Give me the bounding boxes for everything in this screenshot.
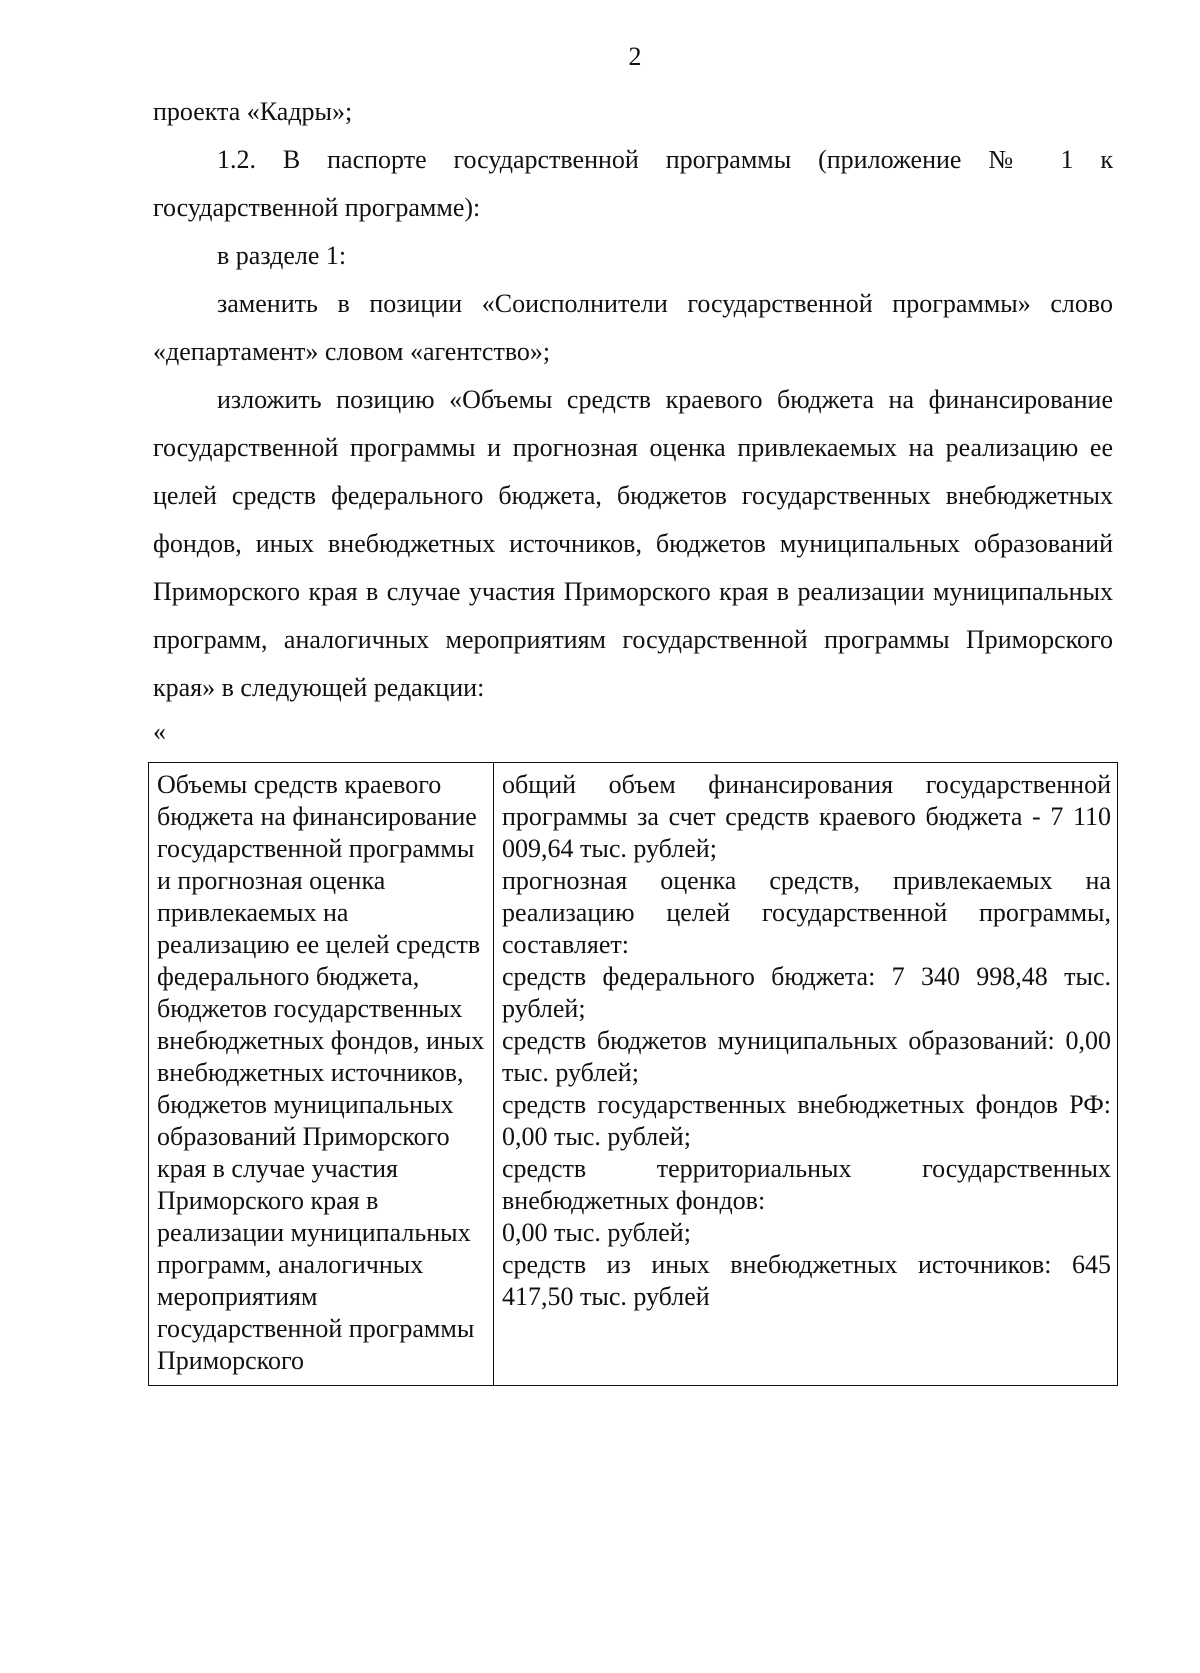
paragraph-state-position: изложить позицию «Объемы средств краевого бюджета на финансирование государственной программы и прогнозная оценка привлекаемых на реализацию ее целей средств федерального бюджета, бюджетов государственных внебюджетных фондов, иных внебюджетных источников, бюджетов муниципальных образований Приморского края в случае участия Приморского края в реализации муниципальных программ, аналогичных мероприятиям государственной программы Приморского края» в следующей редакции: [153, 385, 1113, 702]
state-funds-text: средств государственных внебюджетных фондов РФ: 0,00 тыс. рублей; [502, 1090, 1111, 1151]
paragraph-section-1: в разделе 1: [217, 241, 347, 270]
territorial-funds-value: 0,00 тыс. рублей; [502, 1218, 691, 1247]
page-number: 2 [628, 42, 642, 71]
paragraph-project-kadry: проекта «Кадры»; [153, 97, 353, 126]
total-funding-text: общий объем финансирования государственной программы за счет средств краевого бюджета - 7 110 009,64 тыс. рублей; [502, 770, 1111, 863]
document-body [153, 88, 1113, 1386]
passport-table [148, 762, 1118, 1386]
other-sources-text: средств из иных внебюджетных источников: 645 417,50 тыс. рублей [502, 1250, 1111, 1311]
position-value-cell [494, 763, 1118, 1386]
paragraph-1-2-passport: 1.2. В паспорте государственной программы (приложение № 1 к государственной программе): [153, 145, 1113, 222]
territorial-funds-text: средств территориальных государственных внебюджетных фондов: [502, 1154, 1111, 1215]
opening-quote: « [153, 717, 166, 746]
municipal-budget-text: средств бюджетов муниципальных образований: 0,00 тыс. рублей; [502, 1026, 1111, 1087]
position-name-cell: Объемы средств краевого бюджета на финансирование государственной программы и прогнозная оценка привлекаемых на реализацию ее целей средств федерального бюджета, бюджетов государственных внебюджетных фондов, иных внебюджетных источников, бюджетов муниципальных образований Приморского края в случае участия Приморского края в реализации муниципальных программ, аналогичных мероприятиям государственной программы Приморского [149, 763, 494, 1386]
paragraph-replace-department: заменить в позиции «Соисполнители государственной программы» слово «департамент» словом «агентство»; [153, 289, 1113, 366]
forecast-intro-text: прогнозная оценка средств, привлекаемых на реализацию целей государственной программы, составляет: [502, 866, 1111, 959]
federal-budget-text: средств федерального бюджета: 7 340 998,48 тыс. рублей; [502, 962, 1111, 1023]
table-row [149, 763, 1118, 1386]
